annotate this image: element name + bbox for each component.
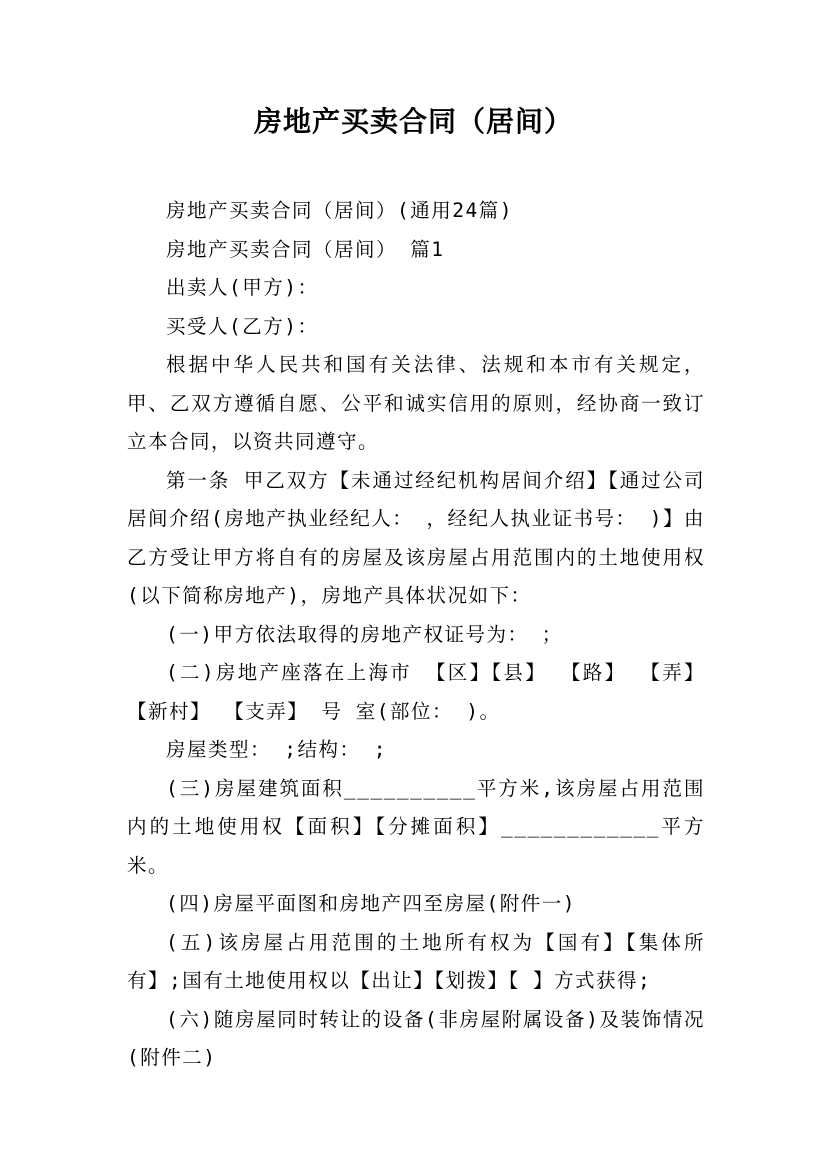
document-body [127,192,705,1078]
paragraph-article-1: 第一条 甲乙双方【未通过经纪机构居间介绍】【通过公司居间介绍(房地产执业经纪人： ，经纪人执业证书号： )】由乙方受让甲方将自有的房屋及该房屋占用范围内的土地使用权(以下简称房地产)，房地产具体状况如下： [127,468,705,607]
document-title: 房地产买卖合同（居间） [253,105,573,138]
paragraph-item-3: (三)房屋建筑面积__________平方米,该房屋占用范围内的土地使用权【面积】【分摊面积】____________平方米。 [127,776,705,877]
paragraph-seller: 出卖人(甲方)： [166,276,319,299]
paragraph-subtitle: 房地产买卖合同（居间）(通用24篇) [166,199,513,222]
paragraph-item-5: (五)该房屋占用范围的土地所有权为【国有】【集体所有】;国有土地使用权以【出让】【划拨】【 】方式获得; [127,930,705,992]
paragraph-item-4: (四)房屋平面图和房地产四至房屋(附件一) [166,892,576,915]
paragraph-section-heading: 房地产买卖合同（居间） 篇1 [166,237,445,261]
paragraph-item-2: (二)房地产座落在上海市 【区】【县】 【路】 【弄】【新村】 【支弄】 号 室(部位： )。 [127,661,705,723]
paragraph-house-type: 房屋类型： ;结构： ; [166,738,387,761]
paragraph-buyer: 买受人(乙方)： [166,314,319,338]
paragraph-item-6: (六)随房屋同时转让的设备(非房屋附属设备)及装饰情况(附件二) [127,1007,705,1069]
paragraph-preamble: 根据中华人民共和国有关法律、法规和本市有关规定，甲、乙双方遵循自愿、公平和诚实信用的原则，经协商一致订立本合同，以资共同遵守。 [127,353,705,453]
paragraph-item-1: (一)甲方依法取得的房地产权证号为： ； [166,622,563,646]
